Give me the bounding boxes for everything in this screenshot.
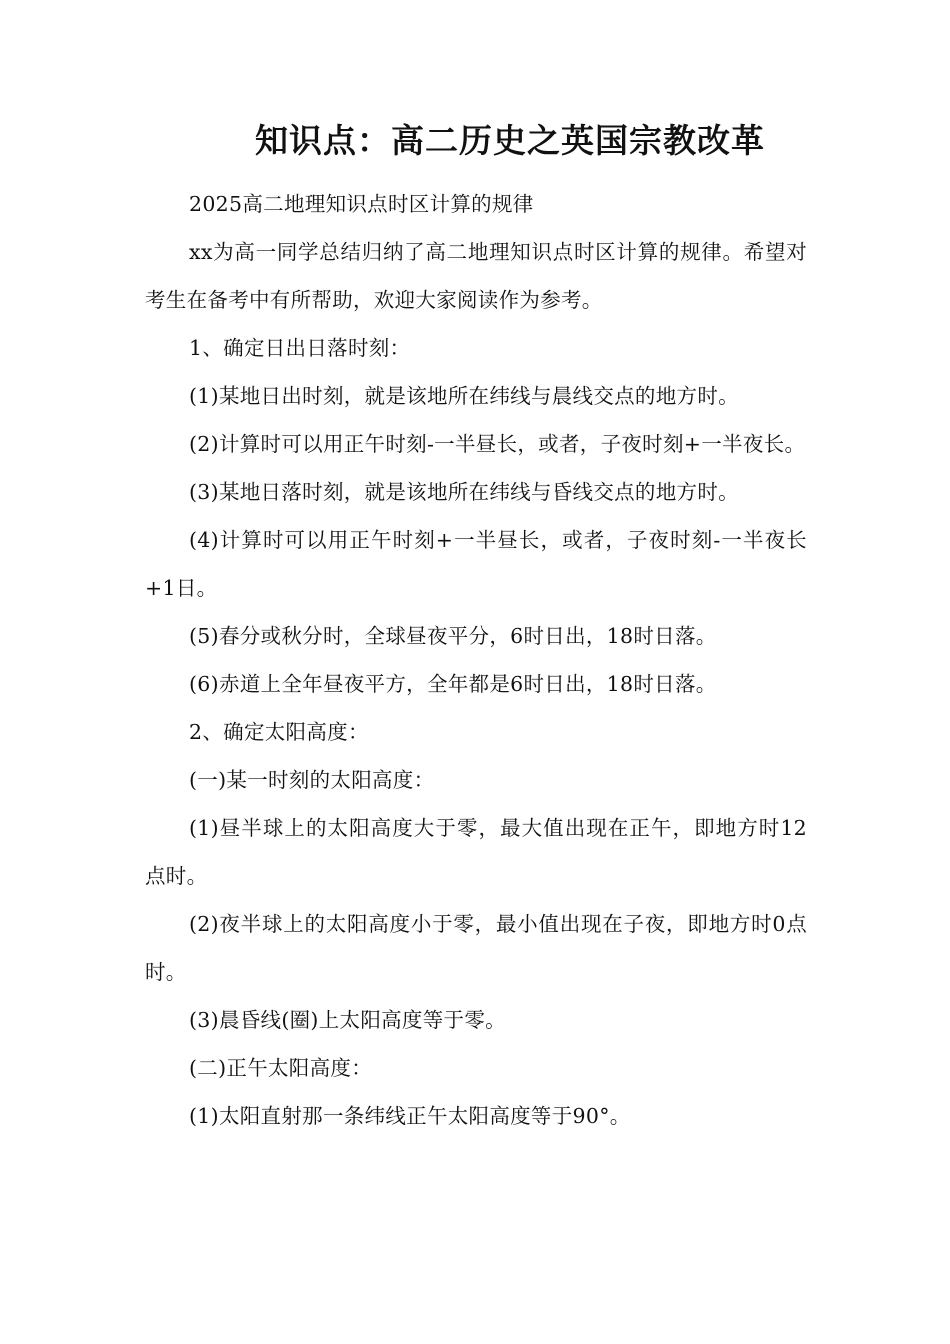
paragraph-subheading: (一)某一时刻的太阳高度： (189, 768, 435, 792)
paragraph-item: (6)赤道上全年昼夜平方，全年都是6时日出，18时日落。 (189, 672, 717, 696)
paragraph-item: (2)夜半球上的太阳高度小于零，最小值出现在子夜，即地方时0点时。 (145, 912, 807, 984)
paragraph-item: (3)晨昏线(圈)上太阳高度等于零。 (189, 1008, 506, 1032)
paragraph-item: (1)某地日出时刻，就是该地所在纬线与晨线交点的地方时。 (189, 384, 739, 408)
document-title: 知识点：高二历史之英国宗教改革 (255, 121, 765, 160)
paragraph-section-2-heading: 2、确定太阳高度： (189, 720, 369, 744)
paragraph-item: (1)太阳直射那一条纬线正午太阳高度等于90°。 (189, 1104, 631, 1128)
paragraph-item: (5)春分或秋分时，全球昼夜平分，6时日出，18时日落。 (189, 624, 717, 648)
paragraph-section-1-heading: 1、确定日出日落时刻： (189, 336, 411, 360)
document-body (145, 180, 807, 1140)
paragraph-item: (1)昼半球上的太阳高度大于零，最大值出现在正午，即地方时12点时。 (145, 816, 807, 888)
paragraph-item: (4)计算时可以用正午时刻+一半昼长，或者，子夜时刻-一半夜长+1日。 (145, 528, 807, 600)
paragraph-subtitle: 2025高二地理知识点时区计算的规律 (189, 192, 534, 216)
paragraph-intro: xx为高一同学总结归纳了高二地理知识点时区计算的规律。希望对考生在备考中有所帮助，欢迎大家阅读作为参考。 (145, 240, 807, 312)
paragraph-item: (2)计算时可以用正午时刻-一半昼长，或者，子夜时刻+一半夜长。 (189, 432, 806, 456)
paragraph-item: (3)某地日落时刻，就是该地所在纬线与昏线交点的地方时。 (189, 480, 739, 504)
paragraph-subheading: (二)正午太阳高度： (189, 1056, 372, 1080)
